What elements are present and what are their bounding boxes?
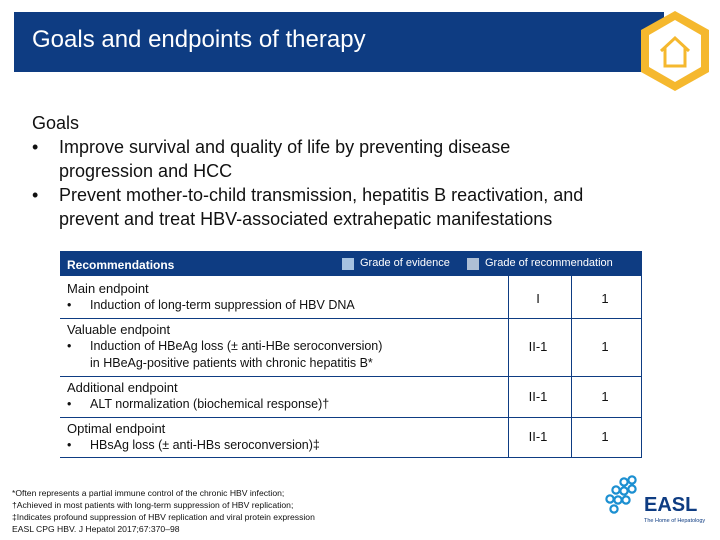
goal-text-line: Prevent mother-to-child transmission, hepatitis B reactivation, and [59,185,584,205]
table-header [60,251,642,276]
goals-section [32,111,682,231]
row-text-line: Induction of long-term suppression of HBV DNA [90,298,355,312]
footnote-line: †Achieved in most patients with long-term suppression of HBV replication; [12,500,294,510]
column-divider [571,276,572,458]
row-text-line: Induction of HBeAg loss (± anti-HBe seroconversion) [90,339,383,353]
logo-text: EASL [644,494,698,516]
grade-of-recommendation: 1 [601,291,609,306]
row-body [67,437,320,454]
header-grade-of-evidence: Grade of evidence [360,257,450,269]
easl-logo-mark-icon [604,474,712,530]
bullet-icon: • [67,298,72,312]
legend-square-icon [342,258,354,270]
footnote-line: ‡Indicates profound suppression of HBV replication and viral protein expression [12,512,315,522]
table-row [60,319,642,376]
table-bottom-border [60,457,642,458]
row-title: Main endpoint [67,281,149,296]
bullet-icon: • [32,137,39,157]
header-grade-of-recommendation: Grade of recommendation [485,257,613,269]
citation: EASL CPG HBV. J Hepatol 2017;67:370–98 [12,524,180,534]
home-icon [636,8,714,94]
grade-of-recommendation: 1 [601,429,609,444]
recommendations-table [60,251,642,458]
row-body [67,297,355,314]
slide-title: Goals and endpoints of therapy [32,26,366,53]
goal-text-line: progression and HCC [59,161,233,181]
grade-of-recommendation: 1 [601,389,609,404]
row-body [67,396,329,413]
row-text-line: ALT normalization (biochemical response)† [90,397,330,411]
footnote-line: *Often represents a partial immune control of the chronic HBV infection; [12,488,285,498]
row-body [67,338,382,372]
table-right-border [641,276,642,458]
slide-title-bar [14,12,664,72]
table-row [60,276,642,318]
row-text-line: in HBeAg-positive patients with chronic hepatitis B* [90,356,373,370]
table-row [60,377,642,417]
goals-heading: Goals [32,113,80,133]
legend-square-icon [467,258,479,270]
easl-logo [604,474,712,530]
grade-of-recommendation: 1 [601,339,609,354]
row-title: Optimal endpoint [67,421,166,436]
goal-text-line: Improve survival and quality of life by preventing disease [59,137,511,157]
grade-of-evidence: II-1 [528,429,548,444]
table-row [60,418,642,457]
grade-of-evidence: II-1 [528,339,548,354]
bullet-icon: • [67,339,72,353]
row-title: Additional endpoint [67,380,178,395]
header-recommendations: Recommendations [67,258,175,272]
bullet-icon: • [67,397,72,411]
grade-of-evidence: I [536,291,540,306]
goal-item [32,183,682,231]
logo-tagline: The Home of Hepatology [644,518,706,524]
footnotes [12,487,392,535]
grade-of-evidence: II-1 [528,389,548,404]
goal-item [32,135,682,183]
column-divider [508,276,509,458]
home-button[interactable] [636,8,714,94]
row-title: Valuable endpoint [67,322,171,337]
bullet-icon: • [67,438,72,452]
row-text-line: HBsAg loss (± anti-HBs seroconversion)‡ [90,438,320,452]
bullet-icon: • [32,185,39,205]
goal-text-line: prevent and treat HBV-associated extrahepatic manifestations [59,209,553,229]
